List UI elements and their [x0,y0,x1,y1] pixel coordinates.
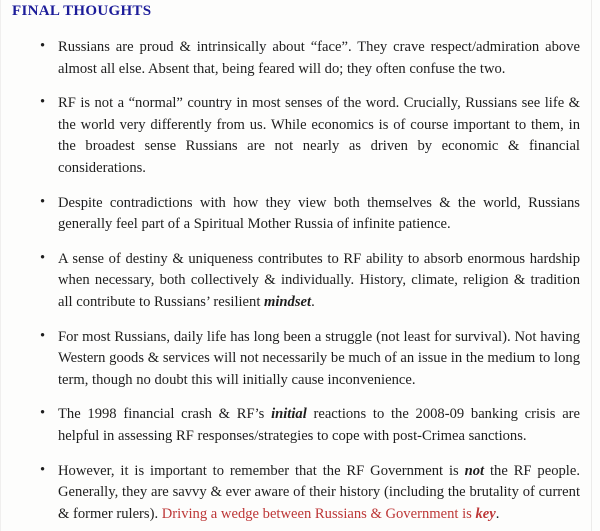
text-segment: The 1998 financial crash & RF’s [58,406,272,423]
bullet-list [38,37,580,525]
bullet-marker-icon: • [40,193,46,210]
bullet-item [38,404,580,447]
bullet-item [38,461,580,526]
text-segment: . [495,505,500,522]
bullet-item [38,249,580,314]
text-segment: not [464,462,485,479]
text-segment: RF is not a “normal” country in most senses of the word. Crucially, Russians see life & the world very differently from us. While economics is of course important to them, in the broadest sense Russians are not nearly as driven by economic & financial considerations. [58,95,580,176]
text-segment: A sense of destiny & uniqueness contributes to RF ability to absorb enormous hardship when necessary, both collectively & individually. History, climate, religion & tradition all contribute to Russians’ resilient [58,250,580,310]
bullet-marker-icon: • [40,38,46,54]
bullet-item [38,37,580,80]
text-segment: However, it is important to remember that the RF Government is [58,462,465,479]
bullet-item [38,193,580,236]
bullet-item [38,327,580,392]
text-segment: Russians are proud & intrinsically about “face”. They crave respect/admiration above almost all else. Absent that, being feared will do; they often confuse the two. [58,39,580,77]
text-segment: Driving a wedge between Russians & Government is [161,505,476,522]
bullet-marker-icon: • [40,461,46,478]
text-segment: For most Russians, daily life has long been a struggle (not least for survival). Not having Western goods & services will not necessarily be much of an issue in the medium to long term, though no doubt this will initially cause inconvenience. [58,328,580,388]
text-segment: Despite contradictions with how they view both themselves & the world, Russians generally feel part of a Spiritual Mother Russia of infinite patience. [58,194,580,233]
text-segment: mindset [264,293,312,310]
bullet-marker-icon: • [40,405,46,422]
text-segment: initial [271,406,307,423]
bullet-marker-icon: • [40,249,46,266]
text-segment: reactions to the 2008-09 banking crisis are helpful in assessing RF responses/strategies to cope with post-Crimea sanctions. [58,406,581,444]
text-segment: the RF people. Generally, they are savvy & ever aware of their history (including the brutality of current & former rulers). [58,462,580,522]
bullet-item [38,93,580,179]
text-segment: . [311,293,315,310]
page-title: FINAL THOUGHTS [12,3,152,19]
text-segment: key [475,505,496,522]
bullet-marker-icon: • [40,94,46,111]
bullet-marker-icon: • [40,327,46,344]
